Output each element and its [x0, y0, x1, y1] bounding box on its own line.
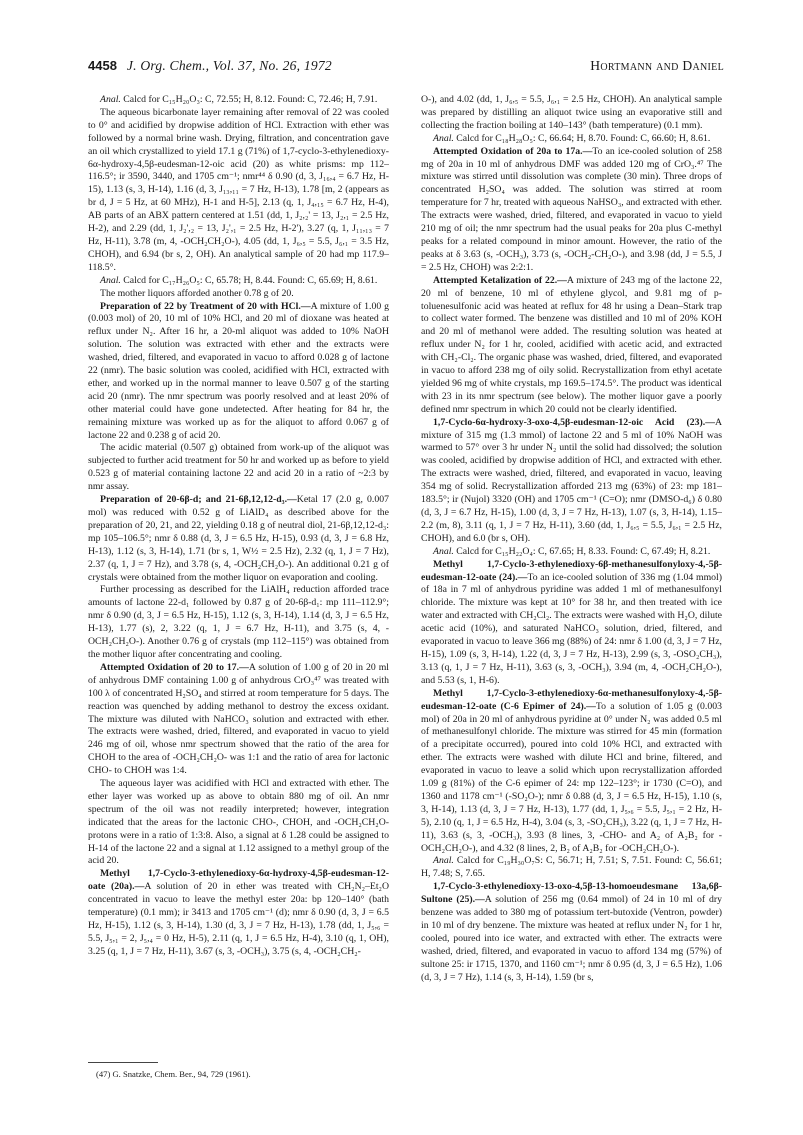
paragraph: 1,7-Cyclo-6α-hydroxy-3-oxo-4,5β-eudesman-12-oic Acid (23).—A mixture of 315 mg (1.3 mmol) of lactone 22 and 5 ml of 10% NaOH was warmed to 57° over 3 hr under N₂ until the solid had dissolved; the solution was cooled, acidified by dropwise addition of HCl, and extracted with ether. The extracts were washed, dried, filtered, and evaporated in vacuo, leaving 354 mg of solid. Recrystallization afforded 213 mg (63%) of 23: mp 181–183.5°; ir (Nujol) 3320 (OH) and 1705 cm⁻¹ (C=O); nmr (DMSO-d₆) δ 0.80 (d, 3, J = 6.7 Hz, H-15), 1.00 (d, 3, J = 7 Hz, H-13), 1.07 (s, 3, H-14), 1.15–2.2 (m, 8), 3.11 (q, 1, J = 7 Hz, H-11), 3.60 (dd, 1, J₆,₅ = 5.5, J₆,₁ = 2.5 Hz, CHOH), and 6.0 (br s, OH). [421, 416, 722, 544]
anal-label: Anal. [433, 545, 454, 557]
paragraph: Anal. Calcd for C₁₅H₂₀O₃: C, 72.55; H, 8.12. Found: C, 72.46; H, 7.91. [100, 94, 378, 105]
paragraph: Preparation of 22 by Treatment of 20 with HCl.—A mixture of 1.00 g (0.003 mol) of 20, 10 ml of 10% HCl, and 20 ml of dioxane was heated at reflux under N₂. After 16 hr, a 20-ml aliquot was added to 10% NaOH solution. The solution was extracted with ether and the extracts were washed, dried, filtered, and evaporated in vacuo to afford 0.028 g of lactone 22 (nmr). The basic solution was cooled, acidified with HCl, extracted with ether, and worked up in the normal manner to leave 0.507 g of the starting acid 20 (nmr). The nmr spectrum was poorly resolved and at least 20% of other material could have gone undetected. After heating for 84 hr, the remaining mixture was worked up as for the aliquot to afford 0.067 g of lactone 22 and 0.238 g of acid 20. [88, 300, 389, 441]
section-heading: Preparation of 22 by Treatment of 20 with HCl.— [100, 300, 311, 312]
section-heading: 1,7-Cyclo-3-ethylenedioxy-13-oxo-4,5β-13-homoeudesmane 13a,6β-Sultone (25).— [421, 881, 722, 906]
paragraph: Attempted Oxidation of 20a to 17a.—To an ice-cooled solution of 258 mg of 20a in 10 ml of anhydrous DMF was added 120 mg of CrO₃.⁴⁷ The mixture was stirred until dissolution was complete (30 min). Three drops of concentrated H₂SO₄ was added. The solution was stirred at room temperature for 7 hr, treated with aqueous NaHSO₃, and extracted with ether. The extracts were washed, dried, filtered, and evaporated in vacuo to yield 210 mg of oil; the nmr spectrum had the usual peaks for 20a plus C-methyl peaks for a related compound in minor amount. However, the ratio of the peaks at δ 3.63 (s, -OCH₃), 3.73 (s, -OCH₂-CH₂O-), and 3.98 (dd, J = 5.5, J = 2.5 Hz, CHOH) was 2:2:1. [421, 145, 722, 273]
paragraph: Methyl 1,7-Cyclo-3-ethylenedioxy-6α-hydroxy-4,5β-eudesman-12-oate (20a).—A solution of 20 in ether was treated with CH₂N₂–Et₂O concentrated in vacuo to leave the methyl ester 20a: bp 120–140° (bath temperature) (0.1 mm); ir 3413 and 1705 cm⁻¹ (d); nmr δ 0.90 (d, 3, J = 6.5 Hz, H-15), 1.12 (s, 3, H-14), 1.30 (d, 3, J = 7 Hz, H-13), 1.78 (dd, 1, J₅,₆ = 5.5, J₅,₁ = 2, J₅,₄ = 0 Hz, H-5), 2.11 (q, 1, J = 6.5 Hz, H-4), 3.10 (q, 1, OH), 3.25 (q, 1, J = 7 Hz, H-11), 3.67 (s, 3, -OCH₃), 3.75 (s, 4, -OCH₂CH₂- [88, 868, 389, 957]
section-heading: Methyl 1,7-Cyclo-3-ethylenedioxy-6α-hydroxy-4,5β-eudesman-12-oate (20a).— [88, 868, 389, 893]
paragraph: Methyl 1,7-Cyclo-3-ethylenedioxy-6β-methanesulfonyloxy-4,-5β-eudesman-12-oate (24).—To an ice-cooled solution of 336 mg (1.04 mmol) of 18a in 7 ml of anhydrous pyridine was added 1 ml of methanesulfonyl chloride. The mixture was kept at 10° for 38 hr, and then treated with ice water and extracted with CH₂Cl₂. The extracts were washed with H₂O, dilute acetic acid (10%), and saturated NaHCO₃ solution, dried, filtered, and evaporated in vacuo to leave 366 mg (88%) of 24: nmr δ 1.00 (d, 3, J = 7 Hz, H-15), 1.09 (s, 3, H-14), 1.22 (d, 3, J = 7 Hz, H-13), 2.99 (s, 3, -OSO₂CH₃), 3.13 (q, 1, J = 7 Hz, H-11), 3.63 (s, 3, -OCH₃), 3.94 (m, 4, -OCH₂CH₂O-), and 5.53 (s, 1, H-6). [421, 558, 722, 686]
paragraph: The mother liquors afforded another 0.78 g of 20. [100, 287, 294, 299]
anal-label: Anal. [433, 855, 454, 867]
paragraph: Anal. Calcd for C₁₇H₂₆O₅: C, 65.78; H, 8.44. Found: C, 65.69; H, 8.61. [100, 274, 378, 286]
anal-label: Anal. [433, 132, 454, 144]
right-column [421, 94, 722, 1094]
section-heading: Attempted Oxidation of 20a to 17a.— [433, 145, 593, 157]
footnote-rule [88, 1062, 158, 1063]
paragraph: Further processing as described for the LiAlH₄ reduction afforded trace amounts of lactone 22-d₁ followed by 0.87 g of 20-6β-d₁: mp 111–112.9°; nmr δ 0.90 (d, 3, J = 6.5 Hz, H-15), 1.12 (s, 3, H-14), 1.14 (d, 3, J = 6.5 Hz, H-13), 1.77 (s), 2, 3.22 (q, 1, J = 6.7 Hz, H-11), and 3.75 (s, 4, -OCH₂CH₂O-). Another 0.76 g of crystals (mp 112–115°) was obtained from the mother liquor after concentrating and cooling. [88, 584, 389, 660]
paragraph: Anal. Calcd for C₁₉H₃₀O₇S: C, 56.71; H, 7.51; S, 7.51. Found: C, 56.61; H, 7.48; S, 7.65. [421, 855, 722, 880]
paragraph: 1,7-Cyclo-3-ethylenedioxy-13-oxo-4,5β-13-homoeudesmane 13a,6β-Sultone (25).—A solution of 256 mg (0.64 mmol) of 24 in 10 ml of dry benzene was added to 380 mg of potassium tert-butoxide (Ventron, powder) in 10 ml of dry benzene. The mixture was heated at reflux under N₂ for 1 hr, cooled, poured into ice water, and extracted with ether. The extracts were washed, dried, filtered, and evaporated in vacuo to afford 134 mg (57%) of sultone 25: ir 1715, 1370, and 1160 cm⁻¹; nmr δ 0.95 (d, 3, J = 6.5 Hz), 1.06 (d, 3, J = 7 Hz), 1.14 (s, 3, H-14), 1.59 (br s, [421, 881, 722, 983]
running-authors: Hortmann and Daniel [590, 58, 724, 73]
paragraph: O-), and 4.02 (dd, 1, J₆,₅ = 5.5, J₆,₁ = 2.5 Hz, CHOH). An analytical sample was prepared by distilling an aliquot twice using an evaporative still and collecting the fraction boiling at 140–143° (bath temperature) (0.1 mm). [421, 94, 722, 131]
anal-label: Anal. [100, 94, 121, 105]
paragraph: Attempted Ketalization of 22.—A mixture of 243 mg of the lactone 22, 20 ml of benzene, 10 ml of ethylene glycol, and 9.81 mg of p-toluenesulfonic acid was heated at reflux for 48 hr using a Dean–Stark trap to collect water formed. The benzene was distilled and 10 ml of 20% KOH and 20 ml of methanol were added. The resulting solution was heated at reflux under N₂ for 1 hr, cooled, acidified with acetic acid, and extracted with CH₂-Cl₂. The organic phase was washed, dried, filtered, and evaporated in vacuo to afford 238 mg of oily solid. Recrystallization from ethyl acetate yielded 96 mg of white crystals, mp 169.5–174.5°. The product was identical with 23 in its nmr spectrum (see below). The mother liquor gave a poorly defined nmr spectrum in which 20 could not be clearly identified. [421, 274, 722, 415]
paragraph: The aqueous layer was acidified with HCl and extracted with ether. The ether layer was worked up as above to obtain 880 mg of oil. An nmr spectrum of the oil was not readily interpreted; however, integration indicated that the areas for the lactonic CHO-, CHOH, and -OCH₂CH₂O- protons were in a ratio of 1:3:8. Also, a signal at δ 1.28 could be assigned to H-14 of the lactone 22 and a signal at 1.12 assigned to a methyl group of the acid 20. [88, 778, 389, 867]
paragraph: Preparation of 20-6β-d; and 21-6β,12,12-d₃.—Ketal 17 (2.0 g, 0.007 mol) was reduced with 0.52 g of LiAlD₄ as described above for the preparation of 20, 21, and 22, yielding 0.18 g of neutral diol, 21-6β,12,12-d₃: mp 105–106.5°; nmr δ 0.88 (d, 3, J = 6.5 Hz, H-15), 0.93 (d, 3, J = 6.8 Hz, H-13), 1.12 (s, 3, H-14), 1.71 (br s, 1, W½ = 2.5 Hz), 2.32 (q, 1, J = 7 Hz), 2.37 (q, 1, J = 7 Hz), and 3.78 (s, 4, -OCH₂CH₂O-). An additional 0.21 g of crystals were obtained from the mother liquor on evaporation and cooling. [88, 494, 389, 583]
paragraph: Attempted Oxidation of 20 to 17.—A solution of 1.00 g of 20 in 20 ml of anhydrous DMF containing 1.00 g of anhydrous CrO₃⁴⁷ was treated with 100 λ of concentrated H₂SO₄ and stirred at room temperature for 5 days. The reaction was quenched by adding methanol to destroy the excess oxidant. The mixture was diluted with NaHCO₃ solution and extracted with ether. The extracts were washed, dried, filtered, and evaporated in vacuo to yield 246 mg of oil, whose nmr spectrum showed that the ratio of the area for CHOH to the area of -OCH₂CH₂O- was 1:1 and the ratio of area for lactonic CHO- to CHOH was 1:4. [88, 661, 389, 777]
paragraph: The aqueous bicarbonate layer remaining after removal of 22 was cooled to 0° and acidified by dropwise addition of HCl. Extraction with ether was followed by a normal brine wash. Drying, filtration, and concentration gave an oil which crystallized to yield 17.1 g (71%) of 1,7-cyclo-3-ethylenedioxy-6α-hydroxy-4,5β-eudesman-12-oic acid (20) as white prisms: mp 112–116.5°; ir 3590, 3440, and 1705 cm⁻¹; nmr⁴⁴ δ 0.90 (d, 3, J₁₆,₄ = 6.7 Hz, H-15), 1.13 (s, 3, H-14), 1.16 (d, 3, J₁₃,₁₁ = 7 Hz, H-13), 1.78 [m, 2 (appears as br d, J = 5 Hz, at 60 MHz), H-1 and H-5], 2.13 (q, 1, J₄,₁₅ = 6.7 Hz, H-4), AB parts of an ABX pattern centered at 1.51 (dd, 1, J₂,₂' = 13, J₂,₁ = 2.5 Hz, H-2), and 2.29 (dd, 1, J₂',₂ = 13, J₂',₁ = 2.5 Hz, H-2'), 3.27 (q, 1, J₁₁,₁₃ = 7 Hz, H-11), 3.78 (m, 4, -OCH₂CH₂O-), 4.05 (dd, 1, J₆,₅ = 5.5, J₆,₁ = 3.5 Hz, CHOH), and 6.94 (br s, 2, OH). An analytical sample of 20 had mp 117.9–118.5°. [88, 106, 389, 273]
section-heading: Methyl 1,7-Cyclo-3-ethylenedioxy-6β-methanesulfonyloxy-4,-5β-eudesman-12-oate (24).— [421, 558, 722, 583]
header-left [88, 58, 332, 74]
paragraph: Methyl 1,7-Cyclo-3-ethylenedioxy-6α-methanesulfonyloxy-4,-5β-eudesman-12-oate (C-6 Epimer of 24).—To a solution of 1.05 g (0.003 mol) of 20a in 20 ml of anhydrous pyridine at 0° under N₂ was added 0.5 ml of methanesulfonyl chloride. The mixture was stirred for 45 min (formation of a precipitate occurred), poured into cold 10% HCl, and extracted with ether. The extracts were washed with dilute HCl and brine, filtered, and evaporated in vacuo to leave a solid which upon recrystallization afforded 1.09 g (81%) of the C-6 epimer of 24: mp 122–123°; ir 1730 (C=O), and 1360 and 1178 cm⁻¹ (-SO₂O-); nmr δ 0.88 (d, 3, J = 6.5 Hz, H-15), 1.10 (s, 3, H-14), 1.13 (d, 3, J = 7 Hz, H-13), 1.77 (dd, 1, J₅,₆ = 5.5, J₅,₁ = 2 Hz, H-5), 2.10 (q, 1, J = 6.5 Hz, H-4), 3.04 (s, 3, -SO₂CH₃), 3.22 (q, 1, J = 7 Hz, H-11), 3.63 (s, 3, -OCH₃), 3.93 (8 lines, 3, -CHO- and A₂ of A₂B₂ for -OCH₂CH₂O-), and 4.32 (8 lines, 2, B₂ of A₂B₂ for -OCH₂CH₂O-). [421, 687, 722, 854]
section-heading: Attempted Ketalization of 22.— [433, 274, 567, 286]
section-heading: Methyl 1,7-Cyclo-3-ethylenedioxy-6α-methanesulfonyloxy-4,-5β-eudesman-12-oate (C-6 Epimer of 24).— [421, 687, 722, 712]
page-header [88, 58, 724, 78]
paragraph: The acidic material (0.507 g) obtained from work-up of the aliquot was subjected to further acid treatment for 50 hr and worked up as before to yield 0.523 g of material containing lactone 22 and acid 20 in a ratio of ~2:3 by nmr assay. [88, 442, 389, 493]
paragraph: Anal. Calcd for C₁₅H₂₂O₄: C, 67.65; H, 8.33. Found: C, 67.49; H, 8.21. [433, 545, 711, 557]
section-heading: Preparation of 20-6β-d; and 21-6β,12,12-d₃.— [100, 494, 297, 506]
footnote: (47) G. Snatzke, Chem. Ber., 94, 729 (1961). [96, 1069, 251, 1079]
journal-citation: J. Org. Chem., Vol. 37, No. 26, 1972 [126, 58, 332, 73]
left-column [88, 94, 389, 1094]
section-heading: 1,7-Cyclo-6α-hydroxy-3-oxo-4,5β-eudesman-12-oic Acid (23).— [433, 416, 715, 428]
anal-label: Anal. [100, 274, 121, 286]
page-number: 4458 [88, 58, 117, 73]
paragraph: Anal. Calcd for C₁₈H₂₈O₅: C, 66.64; H, 8.70. Found: C, 66.60; H, 8.61. [433, 132, 711, 144]
section-heading: Attempted Oxidation of 20 to 17.— [100, 661, 249, 673]
